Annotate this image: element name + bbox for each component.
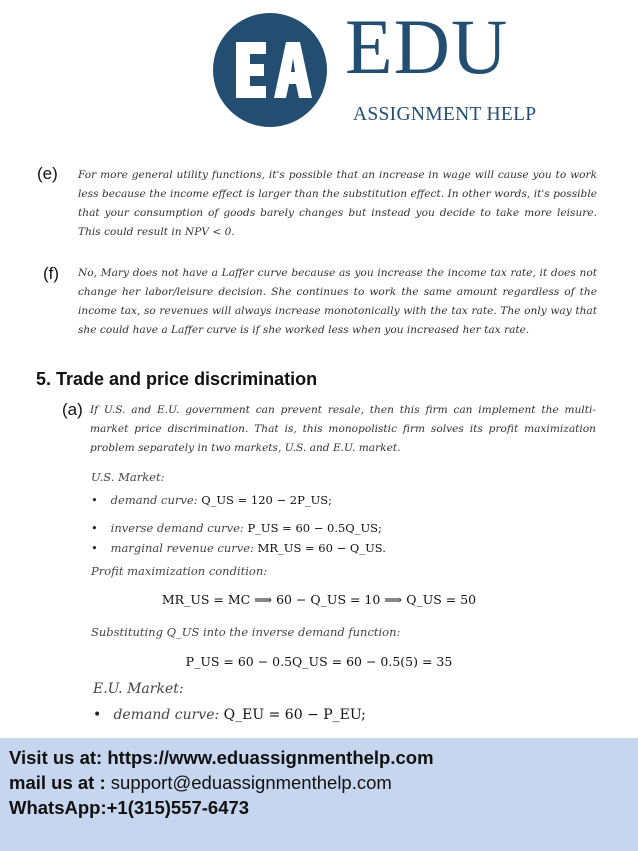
substituting-text: Substituting Q_US into the inverse demand function: (91, 625, 401, 639)
part-f-text: No, Mary does not have a Laffer curve because as you increase the income tax rate, it does not change her labor/leisure decision. She continues to work the same amount regardless of the income tax, so revenues will always increase monotonically with the tax rate. The only way that she could have a Laffer curve is if she worked less when you increased her tax rate. (78, 267, 597, 336)
section-heading: 5. Trade and price discrimination (36, 369, 318, 389)
bullet-label: demand curve: (110, 493, 198, 507)
brand-tagline: ASSIGNMENT HELP (353, 104, 537, 125)
equation-mr-mc: MR_US = MC ⟹ 60 − Q_US = 10 ⟹ Q_US = 50 (161, 592, 477, 607)
profit-condition-label: Profit maximization condition: (91, 564, 268, 578)
mail-label: mail us at : (9, 772, 106, 793)
us-bullet-demand (91, 493, 332, 507)
footer-mail (9, 772, 392, 794)
part-f-label: (f) (43, 264, 60, 283)
eu-bullet-demand (93, 707, 366, 723)
bullet-label: marginal revenue curve: (110, 541, 254, 555)
brand-logo (212, 3, 572, 128)
visit-url-link[interactable]: https://www.eduassignmenthelp.com (107, 747, 434, 768)
bullet-math: P_US = 60 − 0.5Q_US; (247, 521, 382, 535)
us-market-label: U.S. Market: (91, 470, 165, 484)
mail-link[interactable]: support@eduassignmenthelp.com (110, 772, 392, 793)
bullet-label: demand curve: (113, 707, 220, 723)
footer-visit (9, 747, 434, 769)
eu-market-label: E.U. Market: (93, 681, 184, 697)
part-a-label: (a) (62, 400, 83, 419)
part-e-text: For more general utility functions, it's possible that an increase in wage will cause you to work less because the income effect is larger than the substitution effect. In other words, it's possible that your consumption of goods barely changes but instead you decide to take more leisure. This could result in NPV < 0. (78, 169, 597, 238)
contact-footer (0, 738, 638, 851)
visit-label: Visit us at: (9, 747, 103, 768)
us-bullet-inverse-demand (91, 521, 382, 535)
bullet-math: Q_US = 120 − 2P_US; (201, 493, 333, 507)
whatsapp-label: WhatsApp: (9, 797, 107, 818)
part-e-label: (e) (37, 164, 58, 183)
edu-logo-mark-icon (212, 12, 330, 128)
brand-name: EDU (345, 3, 509, 90)
whatsapp-number[interactable]: +1(315)557-6473 (106, 797, 250, 818)
bullet-label: inverse demand curve: (110, 521, 244, 535)
bullet-math: Q_EU = 60 − P_EU; (223, 707, 366, 723)
equation-price-us: P_US = 60 − 0.5Q_US = 60 − 0.5(5) = 35 (185, 654, 453, 669)
bullet-math: MR_US = 60 − Q_US. (257, 541, 386, 555)
footer-whatsapp (9, 797, 249, 819)
part-a-text: If U.S. and E.U. government can prevent resale, then this firm can implement the multi-market price discrimination. That is, this monopolistic firm solves its profit maximization problem separately in two markets, U.S. and E.U. market. (90, 404, 596, 454)
us-bullet-marginal-revenue (91, 541, 386, 555)
